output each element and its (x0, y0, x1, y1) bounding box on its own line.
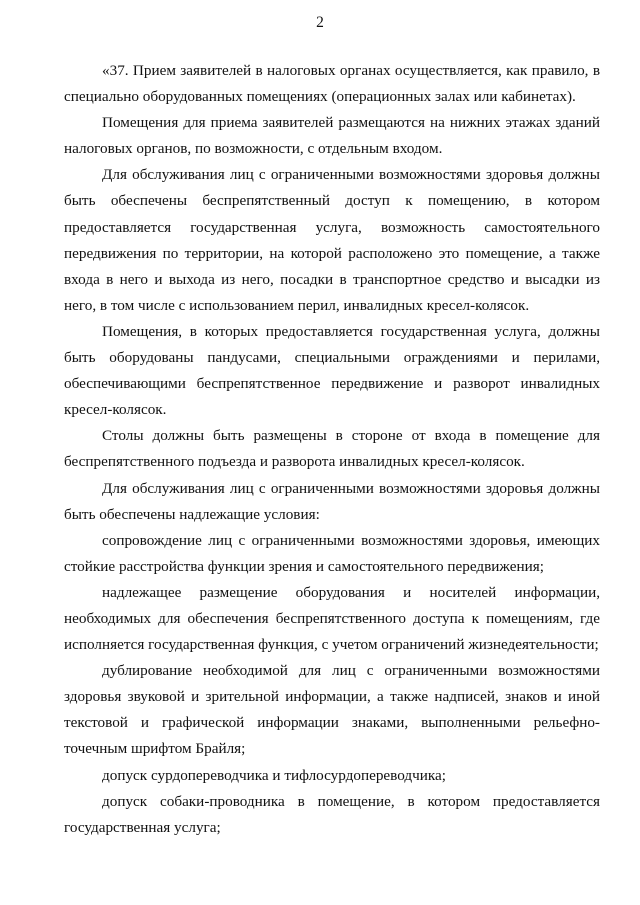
paragraph-tables: Столы должны быть размещены в стороне от входа в помещение для беспрепятственного подъезда и разворота инвалидных кресел-колясок. (64, 427, 600, 471)
list-item-guide-dog: допуск собаки-проводника в помещение, в котором предоставляется государственная услуга; (64, 792, 600, 836)
paragraph-conditions-intro: Для обслуживания лиц с ограниченными возможностями здоровья должны быть обеспечены надлежащие условия: (64, 479, 600, 523)
paragraph-premises-location: Помещения для приема заявителей размещаются на нижних этажах зданий налоговых органов, по возможности, с отдельным входом. (64, 114, 600, 158)
list-item-sign-interpreter: допуск сурдопереводчика и тифлосурдопереводчика; (102, 766, 446, 784)
list-item-escort: сопровождение лиц с ограниченными возможностями здоровья, имеющих стойкие расстройства функции зрения и самостоятельного передвижения; (64, 531, 600, 575)
document-body (64, 58, 600, 841)
list-item-braille-duplication: дублирование необходимой для лиц с ограниченными возможностями здоровья звуковой и зрительной информации, а также надписей, знаков и иной текстовой и графической информации знаками, выполненными рельефно-точечным шрифтом Брайля; (64, 662, 600, 758)
paragraph-37: «37. Прием заявителей в налоговых органах осуществляется, как правило, в специально оборудованных помещениях (операционных залах или кабинетах). (64, 62, 600, 106)
list-item-equipment-placement: надлежащее размещение оборудования и носителей информации, необходимых для обеспечения беспрепятственного доступа к помещениям, где исполняется государственная функция, с учетом ограничений жизнедеятельности; (64, 583, 600, 654)
paragraph-access-requirements: Для обслуживания лиц с ограниченными возможностями здоровья должны быть обеспечены беспрепятственный доступ к помещению, в котором предоставляется государственная услуга, возможность самостоятельного передвижения по территории, на которой расположено это помещение, а также входа в него и выхода из него, посадки в транспортное средство и высадки из него, в том числе с использованием перил, инвалидных кресел-колясок. (64, 166, 600, 314)
page-number: 2 (316, 14, 324, 31)
paragraph-ramps: Помещения, в которых предоставляется государственная услуга, должны быть оборудованы пандусами, специальными ограждениями и перилами, обеспечивающими беспрепятственное передвижение и разворот инвалидных кресел-колясок. (64, 322, 600, 419)
